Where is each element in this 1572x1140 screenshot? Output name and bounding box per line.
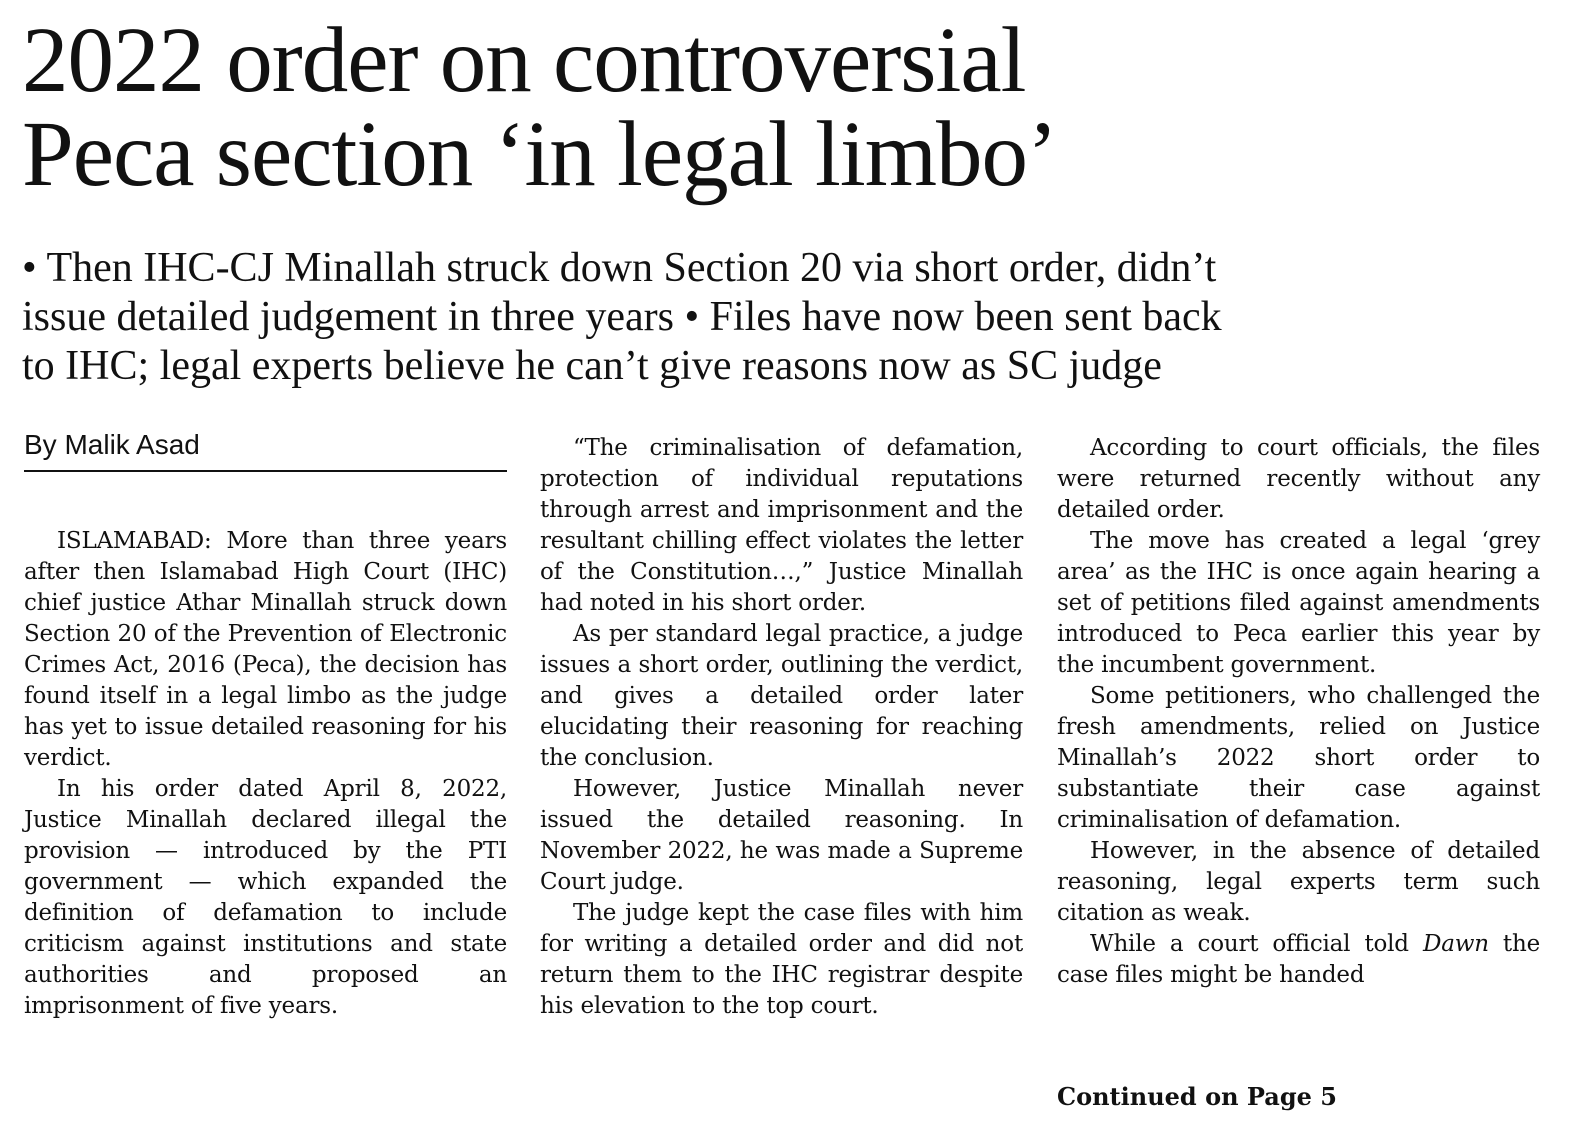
deck-line-2: issue detailed judgement in three years • Files have now been sent back [22,294,1222,340]
paragraph [1057,929,1540,991]
article-column-2 [540,433,1023,1022]
headline-line-2: Peca section ‘in legal limbo’ [22,103,1058,206]
paragraph-text: the case files might be handed [1057,931,1540,988]
article-column-3 [1057,433,1540,991]
paragraph: As per standard legal practice, a judge issues a short order, outlining the verdict, and gives a detailed order later elucidating their reasoning for reaching the conclusion. [540,621,1023,771]
paragraph: The move has created a legal ‘grey area’ as the IHC is once again hearing a set of petitions filed against amendments introduced to Peca earlier this year by the incumbent government. [1057,528,1540,678]
deck-line-1: • Then IHC-CJ Minallah struck down Section 20 via short order, didn’t [22,245,1217,291]
publication-name: Dawn [1422,931,1489,957]
paragraph: “The criminalisation of defamation, protection of individual reputations through arrest and imprisonment and the resultant chilling effect violates the letter of the Constitution…,” Justice Minallah had noted in his short order. [540,435,1023,616]
headline-line-1: 2022 order on controversial [22,9,1026,112]
paragraph-text: While a court official told [1090,931,1423,957]
paragraph: Some petitioners, who challenged the fresh amendments, relied on Justice Minallah’s 2022 short order to substantiate their case against criminalisation of defamation. [1057,683,1540,833]
byline: By Malik Asad [24,428,507,472]
paragraph: ISLAMABAD: More than three years after then Islamabad High Court (IHC) chief justice Athar Minallah struck down Section 20 of the Prevention of Electronic Crimes Act, 2016 (Peca), the decision has found itself in a legal limbo as the judge has yet to issue detailed reasoning for his verdict. [24,528,507,771]
paragraph: According to court officials, the files were returned recently without any detailed order. [1057,435,1540,523]
continued-on-page-link[interactable]: Continued on Page 5 [1057,1082,1337,1111]
subheadline-deck [22,244,1552,391]
paragraph: The judge kept the case files with him for writing a detailed order and did not return them to the IHC registrar despite his elevation to the top court. [540,900,1023,1019]
article-column-1 [24,526,507,1022]
paragraph: However, in the absence of detailed reasoning, legal experts term such citation as weak. [1057,838,1540,926]
headline [22,9,1552,206]
paragraph: In his order dated April 8, 2022, Justice Minallah declared illegal the provision — introduced by the PTI government — which expanded the definition of defamation to include criticism against institutions and state authorities and proposed an imprisonment of five years. [24,776,507,1019]
paragraph: However, Justice Minallah never issued the detailed reasoning. In November 2022, he was made a Supreme Court judge. [540,776,1023,895]
deck-line-3: to IHC; legal experts believe he can’t give reasons now as SC judge [22,343,1162,389]
